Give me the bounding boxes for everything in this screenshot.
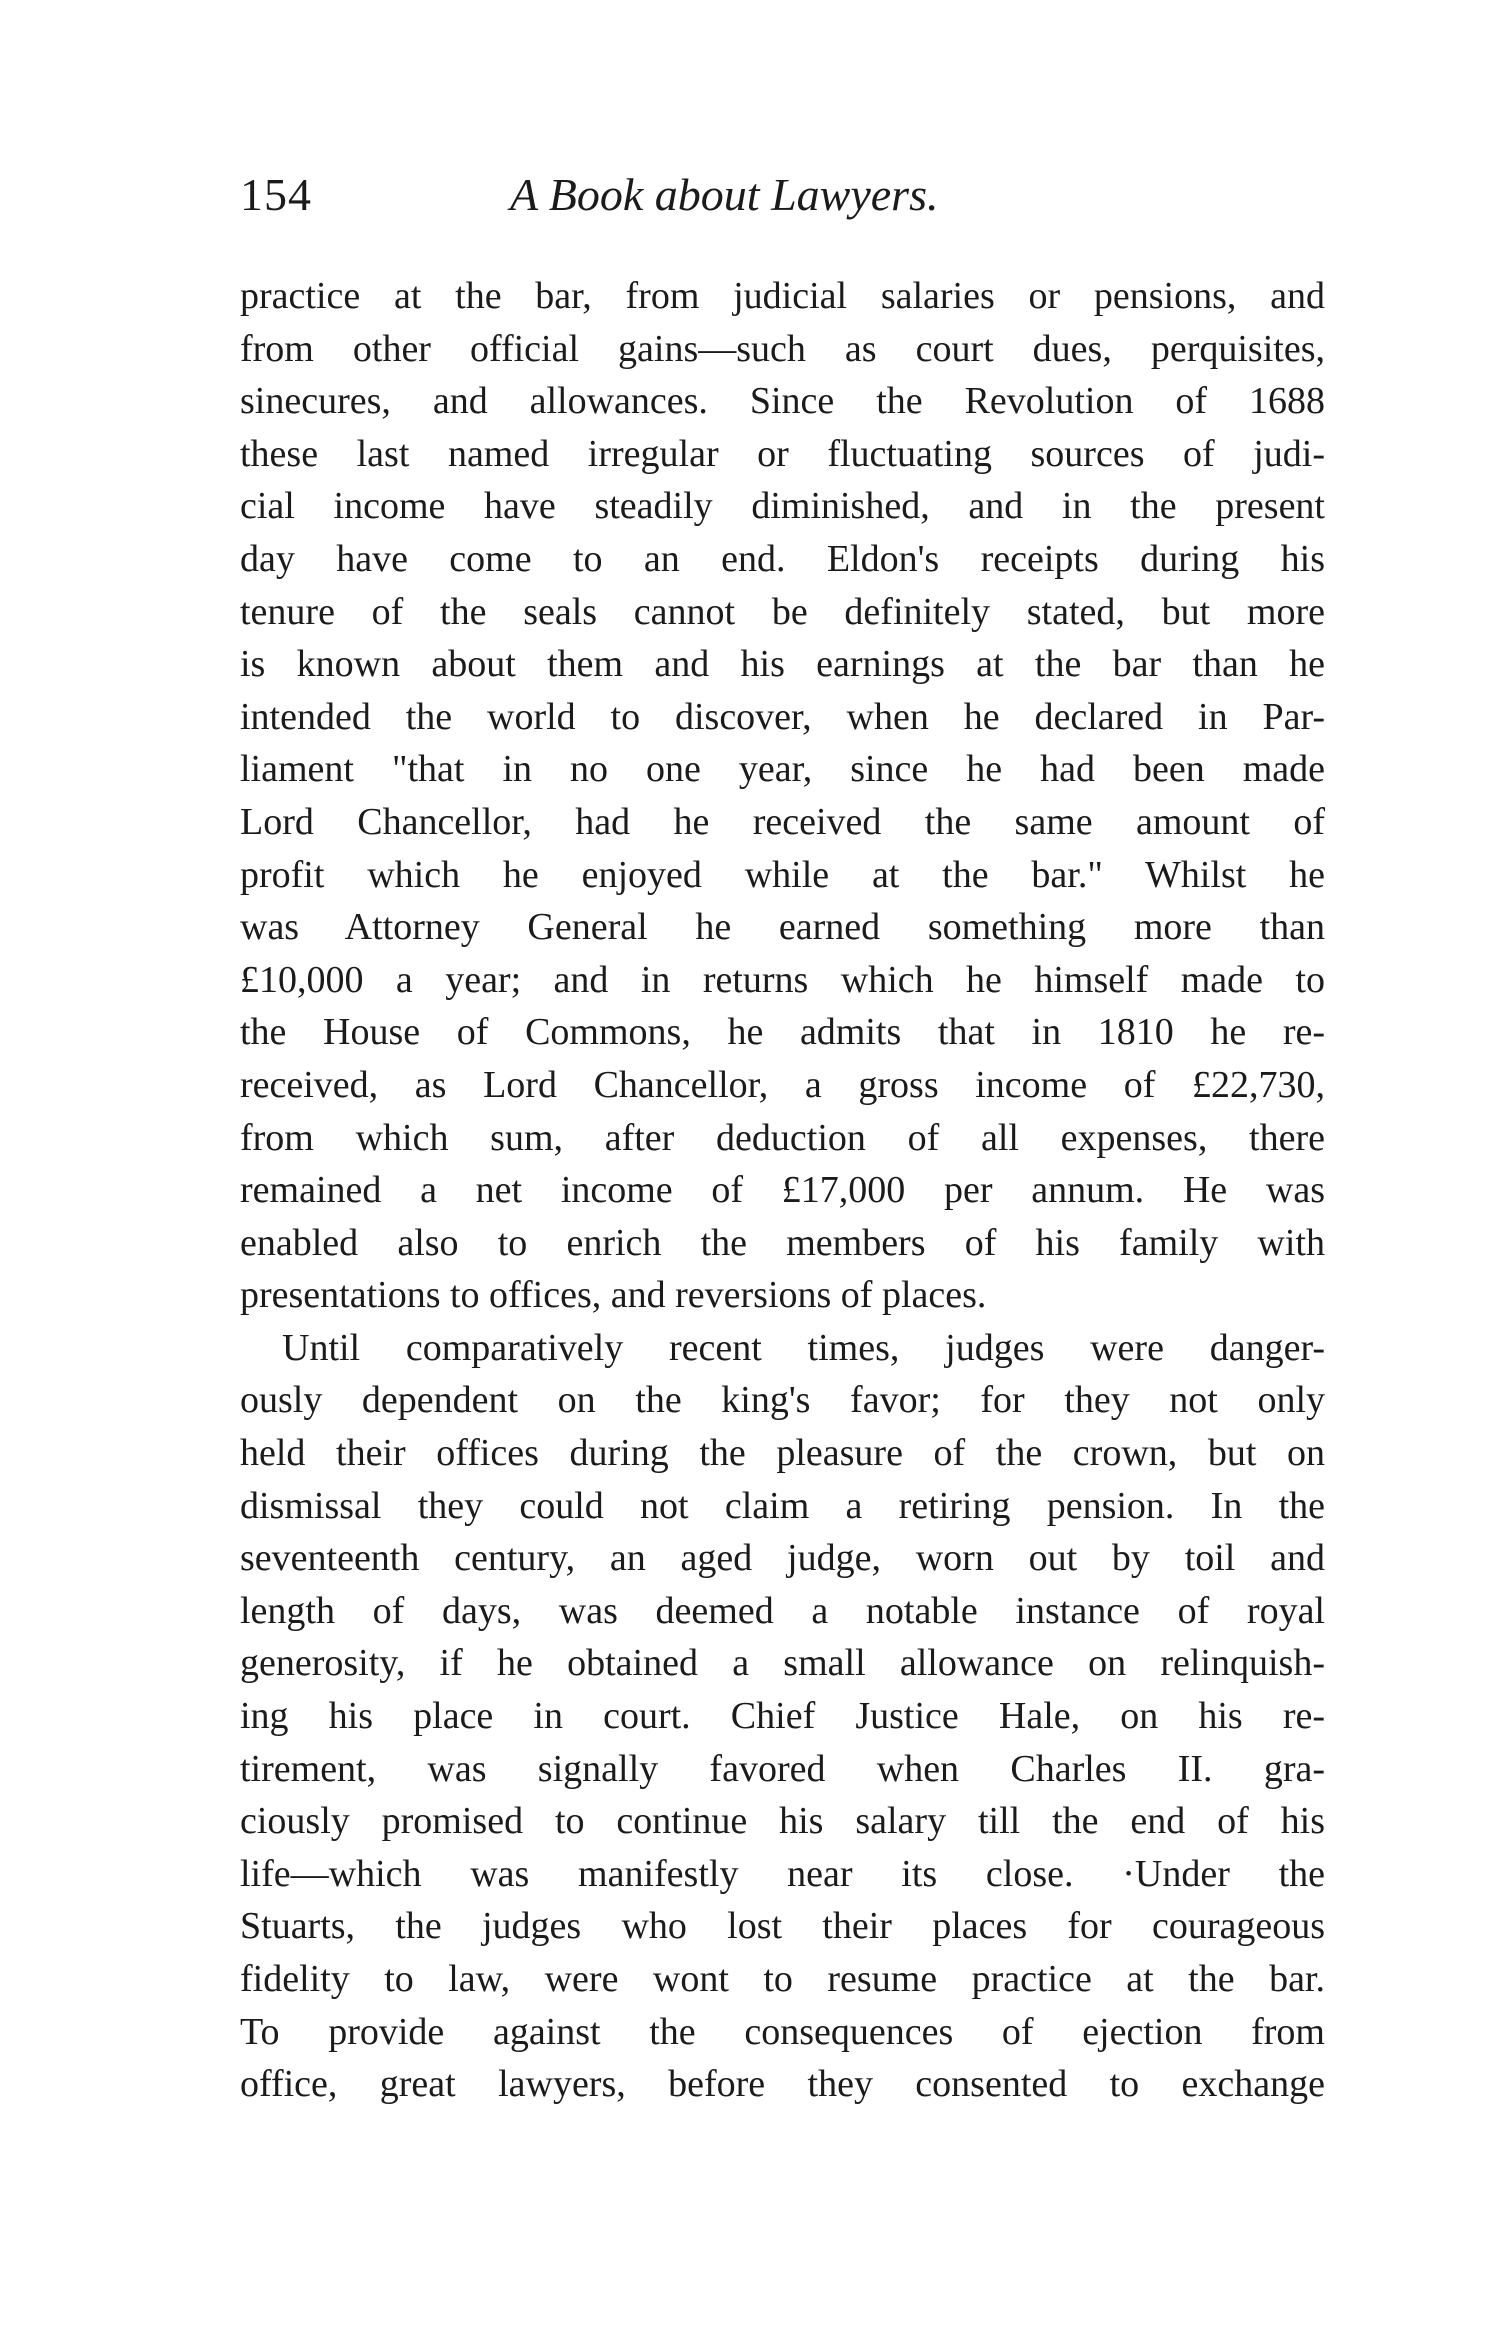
text-line: sinecures, and allowances. Since the Revolution of 1688 xyxy=(240,380,1325,423)
text-line: dismissal they could not claim a retiring pension. In the xyxy=(240,1484,1325,1527)
text-line: was Attorney General he earned something more than xyxy=(240,906,1325,949)
text-line: cial income have steadily diminished, and in the present xyxy=(240,485,1325,528)
text-line: the House of Commons, he admits that in 1810 he re- xyxy=(240,1011,1325,1054)
text-line: Stuarts, the judges who lost their places for courageous xyxy=(240,1905,1325,1948)
text-line: length of days, was deemed a notable instance of royal xyxy=(240,1589,1325,1632)
text-line: remained a net income of £17,000 per annum. He was xyxy=(240,1169,1325,1212)
text-line: practice at the bar, from judicial salaries or pensions, and xyxy=(240,275,1325,317)
text-line: seventeenth century, an aged judge, worn out by toil and xyxy=(240,1537,1325,1580)
text-line: received, as Lord Chancellor, a gross income of £22,730, xyxy=(240,1063,1325,1106)
text-line: £10,000 a year; and in returns which he himself made to xyxy=(240,958,1325,1001)
text-line: intended the world to discover, when he declared in Par- xyxy=(240,695,1325,738)
text-line: liament "that in no one year, since he had been made xyxy=(240,748,1325,791)
page-number: 154 xyxy=(240,169,312,220)
text-line: To provide against the consequences of ejection from xyxy=(240,2010,1325,2053)
text-line: ing his place in court. Chief Justice Hale, on his re- xyxy=(240,1695,1325,1738)
text-line: tirement, was signally favored when Charles II. gra- xyxy=(240,1747,1325,1790)
text-line: office, great lawyers, before they consented to exchange xyxy=(240,2063,1325,2106)
text-line: day have come to an end. Eldon's receipts during his xyxy=(240,537,1325,580)
page-header xyxy=(240,168,1330,238)
text-line: Until comparatively recent times, judges were danger- xyxy=(282,1326,1325,1369)
text-line: generosity, if he obtained a small allowance on relinquish- xyxy=(240,1642,1325,1685)
text-line: from other official gains—such as court dues, perquisites, xyxy=(240,327,1325,370)
text-line: from which sum, after deduction of all expenses, there xyxy=(240,1116,1325,1159)
text-line: enabled also to enrich the members of his family with xyxy=(240,1221,1325,1264)
text-line: these last named irregular or fluctuating sources of judi- xyxy=(240,432,1325,475)
text-line: ciously promised to continue his salary till the end of his xyxy=(240,1800,1325,1843)
text-line: presentations to offices, and reversions of places. xyxy=(240,1274,987,1317)
text-line: profit which he enjoyed while at the bar." Whilst he xyxy=(240,853,1325,896)
text-line: life—which was manifestly near its close. ·Under the xyxy=(240,1852,1325,1895)
body-text xyxy=(240,270,1325,2111)
text-line: held their offices during the pleasure of the crown, but on xyxy=(240,1432,1325,1475)
text-line: is known about them and his earnings at the bar than he xyxy=(240,643,1325,686)
text-line: fidelity to law, were wont to resume practice at the bar. xyxy=(240,1958,1325,2000)
running-title: A Book about Lawyers. xyxy=(510,169,939,220)
text-line: tenure of the seals cannot be definitely stated, but more xyxy=(240,590,1325,633)
text-line: Lord Chancellor, had he received the same amount of xyxy=(240,800,1325,843)
text-line: ously dependent on the king's favor; for they not only xyxy=(240,1379,1325,1422)
